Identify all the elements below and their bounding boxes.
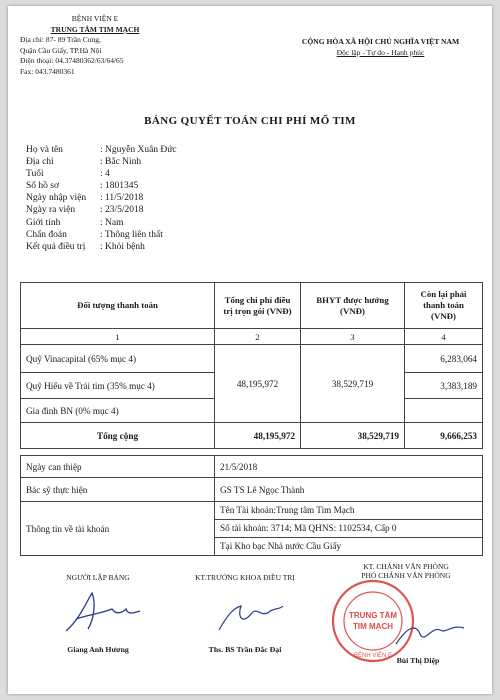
document-title: BẢNG QUYẾT TOÁN CHI PHÍ MỔ TIM [144,115,356,127]
info-label: Ngày nhập viện [26,193,87,204]
header-cell: BHYT được hưởng (VNĐ) [301,283,405,329]
fax-line: Fax: 043.7480361 [20,66,75,76]
handwritten-signature-icon [213,596,288,638]
national-header [278,36,483,58]
header-cell: Còn lại phải thanh toán (VNĐ) [405,283,483,329]
head-signature-block [170,573,320,582]
preparer-name: Giang Anh Hương [67,645,129,654]
head-title: KT.TRƯỞNG KHOA ĐIỀU TRỊ [195,573,295,582]
info-label: Chẩn đoán [26,229,67,240]
info-value: : Khỏi bệnh [100,241,145,252]
info-row [26,192,406,204]
table-row [21,345,483,373]
nation-name: CỘNG HÒA XÃ HỘI CHỦ NGHĨA VIỆT NAM [301,37,460,46]
info-value: : Bắc Ninh [100,157,142,168]
info-row [26,241,406,253]
document-page [8,6,492,694]
total-label: Tổng cộng [21,423,215,449]
info-label: Địa chỉ [26,157,54,168]
column-number: 3 [301,329,405,345]
info-value: : 23/5/2018 [100,205,144,216]
national-motto: Độc lập - Tự do - Hạnh phúc [336,48,425,57]
head-name: Ths. BS Trần Đắc Đại [208,645,282,654]
details-table [20,455,483,556]
svg-text:TIM MẠCH: TIM MẠCH [353,622,393,631]
account-label: Thông tin về tài khoản [21,502,215,556]
insurance-sum: 38,529,719 [301,423,405,449]
info-row [26,180,406,192]
office-title-1: KT. CHÁNH VĂN PHÒNG [363,562,449,571]
info-label: Tuổi [26,169,44,180]
preparer-title: NGƯỜI LẬP BẢNG [66,573,130,582]
info-label: Số hồ sơ [26,181,60,192]
phone-line: Điện thoại: 04.37480362/63/64/65 [20,56,124,65]
preparer-signature-block [28,573,168,582]
account-number: Số tài khoản: 3714; Mã QHNS: 1102534, Cấp 0 [215,520,482,538]
intervention-label: Ngày can thiệp [21,456,215,478]
column-number: 1 [21,329,215,345]
head-name-block [170,645,320,654]
doctor-label: Bác sỹ thực hiện [21,478,215,502]
info-value: : Nguyễn Xuân Đức [100,145,177,155]
address-line-2: Quận Cầu Giấy, TP.Hà Nội [20,45,102,55]
info-row [26,144,406,156]
total-cost-sum: 48,195,972 [215,423,301,449]
info-row [26,204,406,216]
payer-label: Quỹ Vinacapital (65% mục 4) [21,345,215,373]
office-name: Bùi Thị Diệp [396,656,440,665]
table-row [21,456,483,478]
table-header-row [21,283,483,329]
payer-label: Gia đình BN (0% mục 4) [21,399,215,423]
column-number: 2 [215,329,301,345]
intervention-date: 21/5/2018 [215,456,483,478]
info-row [26,156,406,168]
info-value: : 1801345 [100,181,139,192]
info-row [26,229,406,241]
insurance-cell: 38,529,719 [301,345,405,423]
header-cell: Tổng chi phí điều trị trọn gói (VNĐ) [215,283,301,329]
header-cell: Đối tượng thanh toán [21,283,215,329]
table-row [21,478,483,502]
info-label: Giới tính [26,217,61,228]
center-name: TRUNG TÂM TIM MẠCH [50,24,140,34]
total-row [21,423,483,449]
info-value: : 11/5/2018 [100,193,144,204]
doctor-name: GS TS Lê Ngọc Thành [215,478,483,502]
column-number: 4 [405,329,483,345]
account-bank: Tại Kho bạc Nhà nước Cầu Giấy [220,541,342,551]
column-number-row [21,329,483,345]
cost-table [20,282,483,449]
handwritten-signature-icon [58,589,148,637]
total-cost-cell: 48,195,972 [215,345,301,423]
info-value: : 4 [100,169,110,180]
remaining-cell: 6,283,064 [405,345,483,373]
info-label: Ngày ra viện [26,205,76,216]
info-label: Kết quả điều trị [26,241,86,252]
info-row [26,168,406,180]
handwritten-signature-icon [390,618,470,652]
svg-text:BỆNH VIỆN E: BỆNH VIỆN E [353,653,393,659]
account-details [215,502,483,556]
payer-label: Quỹ Hiểu về Trái tim (35% mục 4) [21,373,215,399]
preparer-name-block [28,645,168,654]
hospital-name: BỆNH VIỆN E [71,14,119,23]
office-title-2: PHÓ CHÁNH VĂN PHÒNG [361,571,451,580]
table-row [21,502,483,556]
info-value: : Nam [100,217,124,228]
remaining-cell [405,399,483,423]
address-line-1: Địa chỉ: 87- 89 Trần Cung, [20,35,101,44]
info-label: Họ và tên [26,145,63,155]
account-name: Tên Tài khoản:Trung tâm Tim Mạch [215,502,482,520]
patient-info [26,144,406,253]
info-row [26,217,406,229]
issuer-block [20,14,220,77]
office-name-block [358,656,478,665]
remaining-cell: 3,383,189 [405,373,483,399]
info-value: : Thông liên thất [100,229,163,240]
svg-text:TRUNG TÂM: TRUNG TÂM [349,611,397,620]
remaining-sum: 9,666,253 [405,423,483,449]
